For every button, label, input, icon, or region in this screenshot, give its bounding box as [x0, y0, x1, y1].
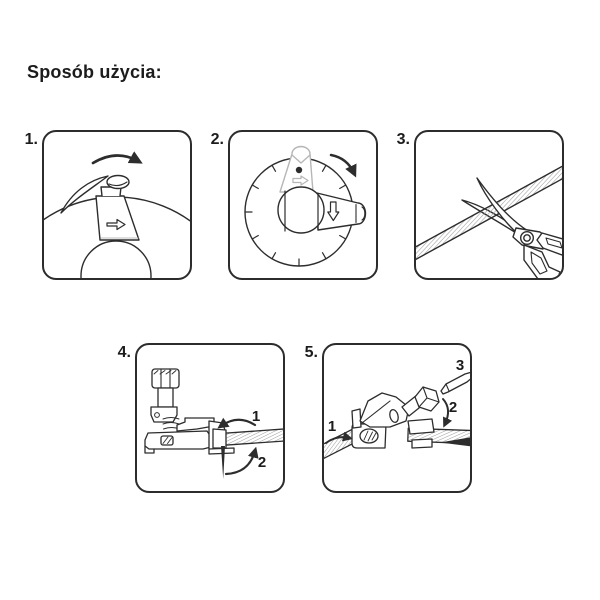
step-1-panel: [42, 130, 192, 280]
step-5-panel: [322, 343, 472, 493]
callout-label-2: 2: [257, 454, 267, 471]
reel-rotation-illustration: [230, 132, 376, 278]
tensioner-screw-assembly: [151, 369, 180, 434]
callout-label-1: 1: [327, 418, 337, 435]
callout-label-3: 3: [455, 357, 465, 374]
step-number: 3.: [396, 131, 410, 148]
clamp-device: [352, 387, 439, 448]
clamp-flap: [213, 429, 226, 448]
rotate-clockwise-arrow-icon: [331, 155, 354, 173]
step-4-panel: [135, 343, 285, 493]
scissors-pivot-screw: [521, 232, 534, 245]
tab-tip: [107, 176, 129, 189]
rotate-clockwise-arrow-icon: [93, 155, 138, 163]
page-title: Sposób użycia:: [27, 62, 162, 82]
step-5: [304, 343, 472, 493]
step-4: [117, 343, 285, 493]
hex-nut: [415, 387, 439, 411]
reel-tab-closeup-illustration: [44, 132, 190, 278]
clamp-insert-strap-illustration: [137, 345, 283, 491]
reel-hub: [81, 241, 151, 278]
screwdriver-icon: [441, 372, 470, 394]
step-1: [24, 130, 192, 280]
step-number: 1.: [24, 131, 38, 148]
scissors-cutting-illustration: [416, 132, 562, 278]
callout-label-2: 2: [448, 399, 458, 416]
step-2: [210, 130, 378, 280]
step-number: 2.: [210, 131, 224, 148]
alignment-dot: [296, 167, 302, 173]
callout-arrow-1: [221, 420, 255, 426]
tensioner-tab: [96, 196, 139, 240]
step-2-panel: [228, 130, 378, 280]
step-3-panel: [414, 130, 564, 280]
callout-arrow-2: [443, 399, 448, 424]
clamp-lock-illustration: [324, 345, 470, 491]
strap-end-needle: [221, 446, 225, 479]
callout-arrow-2: [226, 451, 255, 474]
step-3: [396, 130, 564, 280]
step-number: 5.: [304, 344, 318, 361]
step-number: 4.: [117, 344, 131, 361]
callout-label-1: 1: [251, 408, 261, 425]
